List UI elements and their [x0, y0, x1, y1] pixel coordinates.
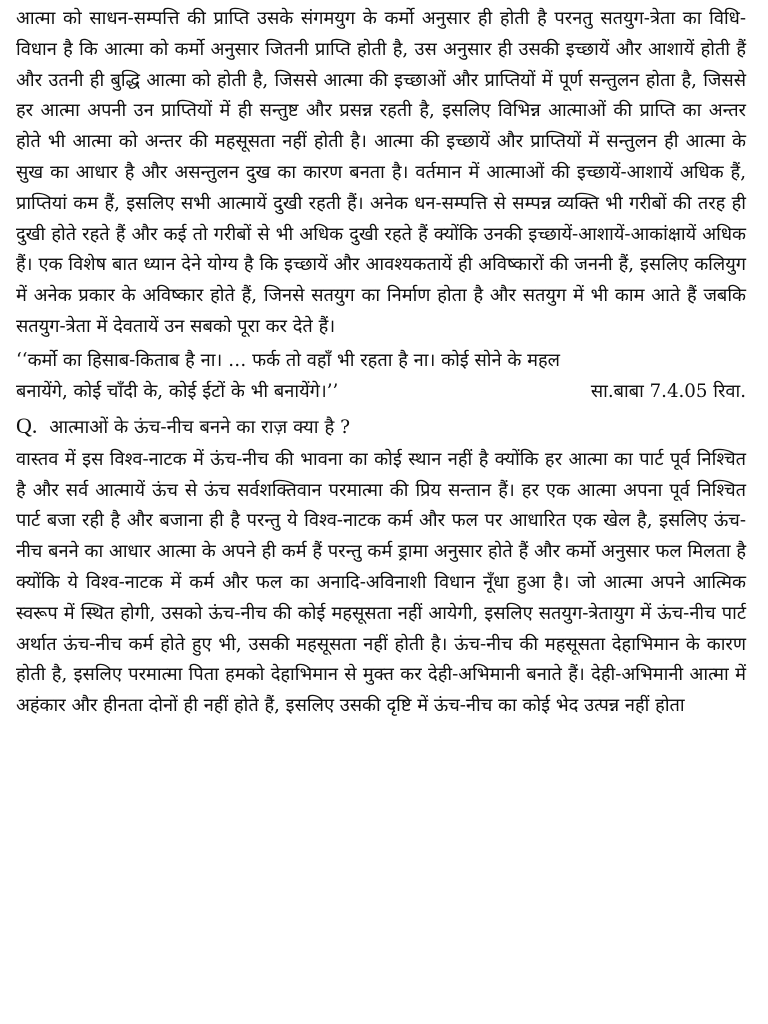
- paragraph-2: वास्तव में इस विश्व-नाटक में ऊंच-नीच की भावना का कोई स्थान नहीं है क्योंकि हर आत्मा का पार्ट पूर्व निश्चित है और सर्व आत्मायें ऊंच से ऊंच सर्वशक्तिवान परमात्मा की प्रिय सन्तान हैं। हर एक आत्मा अपना पूर्व निश्चित पार्ट बजा रही है और बजाना ही है परन्तु ये विश्व-नाटक कर्म और फल पर आधारित एक खेल है, इसलिए ऊंच-नीच बनने का आधार आत्मा के अपने ही कर्म हैं परन्तु कर्म ड्रामा अनुसार होते हैं और कर्मो अनुसार फल मिलता है क्योंकि ये विश्व-नाटक में कर्म और फल का अनादि-अविनाशी विधान नूँधा हुआ है। जो आत्मा अपने आत्मिक स्वरूप में स्थित होगी, उसको ऊंच-नीच की कोई महसूसता नहीं आयेगी, इसलिए सतयुग-त्रेतायुग में ऊंच-नीच पार्ट अर्थात ऊंच-नीच कर्म होते हुए भी, उसकी महसूसता नहीं होती है। ऊंच-नीच की महसूसता देहाभिमान के कारण होती है, इसलिए परमात्मा पिता हमको देहाभिमान से मुक्त कर देही-अभिमानी बनाते हैं। देही-अभिमानी आत्मा में अहंकार और हीनता दोनों ही नहीं होते हैं, इसलिए उसकी दृष्टि में ऊंच-नीच का कोई भेद उत्पन्न नहीं होता: [16, 448, 746, 717]
- quote-block: [16, 345, 746, 407]
- quote-tail: [16, 376, 746, 407]
- paragraph-1: आत्मा को साधन-सम्पत्ति की प्राप्ति उसके संगमयुग के कर्मो अनुसार ही होती है परनतु सतयुग-त्रेता का विधि-विधान है कि आत्मा को कर्मो अनुसार जितनी प्राप्ति होती है, उस अनुसार ही उसकी इच्छायें और आशायें होती हैं और उतनी ही बुद्धि आत्मा को होती है, जिससे आत्मा की इच्छाओं और प्राप्तियों में पूर्ण सन्तुलन होता है, जिससे हर आत्मा अपनी उन प्राप्तियों में ही सन्तुष्ट और प्रसन्न रहती है, इसलिए विभिन्न आत्माओं की प्राप्ति का अन्तर होते भी आत्मा को अन्तर की महसूसता नहीं होती है। आत्मा की इच्छायें और प्राप्तियों में सन्तुलन ही आत्मा के सुख का आधार है और असन्तुलन दुख का कारण बनता है। वर्तमान में आत्माओं की इच्छायें-आशायें अधिक हैं, प्राप्तियां कम हैं, इसलिए सभी आत्मायें दुखी रहती हैं। अनेक धन-सम्पत्ति से सम्पन्न व्यक्ति भी गरीबों की तरह ही दुखी होते रहते हैं और कई तो गरीबों से भी अधिक दुखी रहते हैं क्योंकि उनकी इच्छायें-आशायें-आकांक्षायें अधिक हैं। एक विशेष बात ध्यान देने योग्य है कि इच्छायें और आवश्यकतायें ही अविष्कारों की जननी हैं, इसलिए कलियुग में अनेक प्रकार के अविष्कार होते हैं, जिनसे सतयुग का निर्माण होता है और सतयुग में भी काम आते हैं जबकि सतयुग-त्रेता में देवतायें उन सबको पूरा कर देते हैं।: [16, 8, 746, 337]
- document-page: [16, 4, 746, 722]
- quote-line-2: बनायेंगे, कोई चाँदी के, कोई ईटों के भी बनायेंगे।’’: [16, 380, 339, 402]
- question-label: Q.: [16, 412, 38, 438]
- question-text: आत्माओं के ऊंच-नीच बनने का राज़ क्या है ?: [49, 416, 351, 438]
- quote-line-1: ‘‘कर्मो का हिसाब-किताब है ना। … फर्क तो वहाँ भी रहता है ना। कोई सोने के महल: [16, 349, 560, 371]
- question-heading: [16, 411, 746, 443]
- quote-source: सा.बाबा 7.4.05 रिवा.: [590, 380, 746, 402]
